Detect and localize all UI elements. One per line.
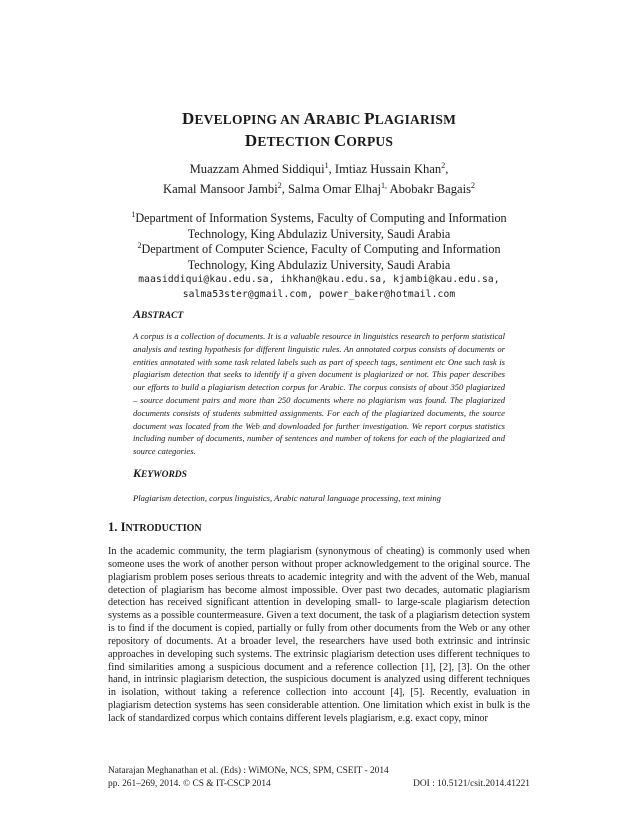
email-line-2: salma53ster@gmail.com, power_baker@hotmail.com [182, 288, 456, 300]
keywords-text: Plagiarism detection, corpus linguistics, Arabic natural language processing, text mining [133, 493, 441, 503]
author-affiliation-mark: 1 [324, 160, 329, 170]
author-emails [100, 273, 538, 302]
title-line-1: DEVELOPING AN ARABIC PLAGIARISM [181, 109, 457, 128]
footer-pages-copyright: pp. 261–269, 2014. © CS & IT-CSCP 2014 [108, 778, 271, 789]
author-affiliation-mark: 2 [471, 180, 476, 190]
author-name: Kamal Mansoor Jambi [162, 182, 278, 196]
author-list [80, 159, 558, 199]
author-name: Muazzam Ahmed Siddiqui [189, 162, 325, 176]
author-line-2: Kamal Mansoor Jambi$^2$, Salma Omar Elhaj$^{1,}$ Abobakr Bagais$^2$ [162, 180, 476, 196]
affiliation-2-line-1: $^2$Department of Computer Science, Faculty of Computing and Information [137, 240, 501, 256]
author-line-1: Muazzam Ahmed Siddiqui$^1$, Imtiaz Hussain Khan$^2$, [189, 160, 449, 176]
affiliation-1-line-2: Technology, King Abdulaziz University, Saudi Arabia [187, 226, 451, 241]
author-name: Imtiaz Hussain Khan [334, 162, 442, 176]
footer-row [108, 778, 530, 791]
author-name: Salma Omar Elhaj [288, 182, 382, 196]
title-line-2: DETECTION CORPUS [244, 131, 394, 150]
keywords-heading: KEYWORDS [133, 466, 187, 480]
email-line-1: maasiddiqui@kau.edu.sa, ihkhan@kau.edu.sa, kjambi@kau.edu.sa, [138, 274, 500, 285]
abstract-text: A corpus is a collection of documents. It is a valuable resource in linguistics research to perform statistical analysis and testing hypothesis for different linguistic rules. An annotated corpus consists of documents or entities annotated with some task related labels such as part of speech tags, sentiment etc One such task is plagiarism detection that seeks to identify if a given document is plagiarized or not. This paper describes our efforts to build a plagiarism detection corpus for Arabic. The corpus consists of about 350 plagiarized – source document pairs and more than 250 documents where no plagiarism was found. The plagiarized documents consists of students submitted assignments. For each of the plagiarized documents, the source document was located from the Web and downloaded for further investigation. We report corpus statistics including number of documents, number of sentences and number of tokens for each of the plagiarized and source categories. [133, 331, 505, 457]
section-heading-introduction: 1. INTRODUCTION [108, 520, 202, 534]
page-footer [108, 765, 530, 790]
author-affiliation-mark: 1, [381, 180, 388, 190]
author-name: Abobakr Bagais [389, 182, 472, 196]
footer-doi: DOI : 10.5121/csit.2014.41221 [413, 778, 530, 789]
affiliation-2-line-2: Technology, King Abdulaziz University, Saudi Arabia [187, 257, 451, 272]
affiliation-list [100, 211, 538, 273]
author-affiliation-mark: 2 [277, 180, 282, 190]
introduction-paragraph: In the academic community, the term plagiarism (synonymous of cheating) is commonly used when someone uses the work of another person without proper acknowledgement to the original source. The plagiarism problem poses serious threats to academic integrity and with the advent of the Web, manual detection of plagiarism has become almost impossible. Over past two decades, automatic plagiarism detection has received significant attention in developing small- to large-scale plagiarism detection systems as a possible countermeasure. Given a text document, the task of a plagiarism detection system is to find if the document is copied, partially or fully from other documents from the Web or any other repository of documents. At a broader level, the researchers have used both extrinsic and intrinsic approaches in developing such systems. The extrinsic plagiarism detection uses different techniques to find similarities among a suspicious document and a reference collection [1], [2], [3]. On the other hand, in intrinsic plagiarism detection, the suspicious document is analyzed using different techniques in isolation, without taking a reference collection into account [4], [5]. Recently, evaluation in plagiarism detection systems has seen considerable attention. One limitation which exist in bulk is the lack of standardized corpus which contains different levels plagiarism, e.g. exact copy, minor [108, 546, 530, 724]
author-affiliation-mark: 2 [441, 160, 446, 170]
affiliation-1-line-1: $^1$Department of Information Systems, Faculty of Computing and Information [131, 209, 507, 225]
abstract-heading: ABSTRACT [133, 307, 184, 321]
paper-title [60, 108, 578, 152]
footer-proceedings: Natarajan Meghanathan et al. (Eds) : WiMONe, NCS, SPM, CSEIT - 2014 [108, 766, 389, 776]
